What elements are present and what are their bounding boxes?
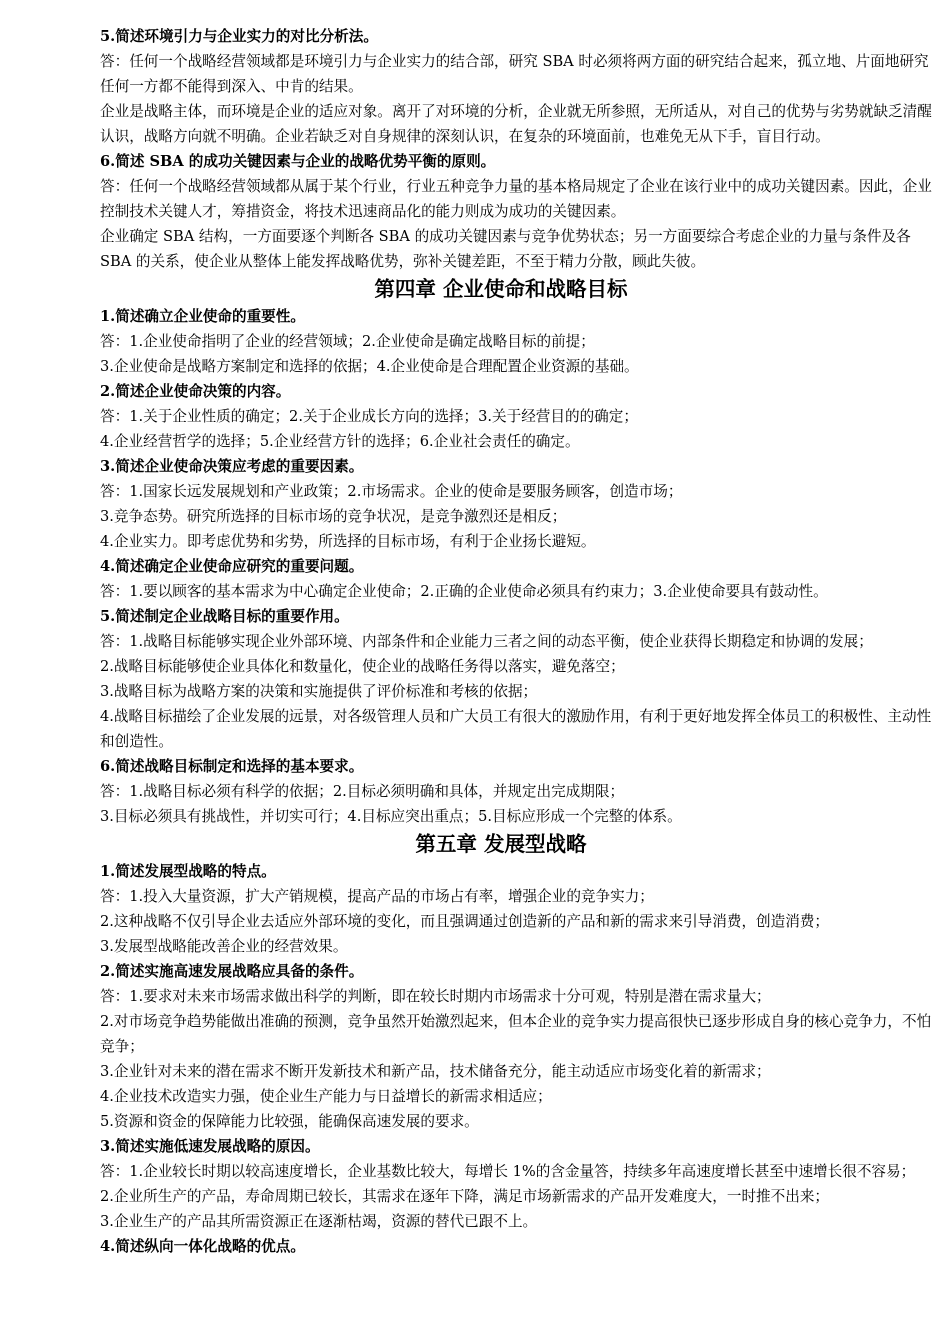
chapter-title: 第四章 企业使命和战略目标 [374,277,628,301]
answer-paragraph: 答：1.投入大量资源，扩大产销规模，提高产品的市场占有率，增强企业的竞争实力； [100,888,654,905]
answer-paragraph: 答：1.企业使命指明了企业的经营领域；2.企业使命是确定战略目标的前提； [100,333,595,350]
answer-paragraph: 4.战略目标描绘了企业发展的远景，对各级管理人员和广大员工有很大的激励作用，有利于更好地发挥全体员工的积极性、主动性和创造性。 [100,708,932,750]
question-heading: 3.简述实施低速发展战略的原因。 [100,1138,320,1155]
answer-paragraph: 3.企业生产的产品其所需资源正在逐渐枯竭，资源的替代已跟不上。 [100,1213,538,1230]
answer-paragraph: 企业是战略主体，而环境是企业的适应对象。离开了对环境的分析，企业就无所参照，无所适从，对自己的优势与劣势就缺乏清醒认识，战略方向就不明确。企业若缺乏对自身规律的深刻认识，在复杂的环境面前，也难免无从下手，盲目行动。 [100,103,932,145]
question-heading: 1.简述发展型战略的特点。 [100,863,276,880]
answer-paragraph: 企业确定 SBA 结构，一方面要逐个判断各 SBA 的成功关键因素与竞争优势状态；另一方面要综合考虑企业的力量与条件及各 SBA 的关系，使企业从整体上能发挥战略优势，弥补关键差距，不至于精力分散，顾此失彼。 [100,228,911,270]
answer-paragraph: 答：1.企业较长时期以较高速度增长，企业基数比较大，每增长 1%的含金量答，持续多年高速度增长甚至中速增长很不容易； [100,1163,916,1180]
question-heading: 5.简述环境引力与企业实力的对比分析法。 [100,28,378,45]
chapter-title: 第五章 发展型战略 [415,832,587,856]
answer-paragraph: 答：1.要以顾客的基本需求为中心确定企业使命；2.正确的企业使命必须具有约束力；3.企业使命要具有鼓动性。 [100,583,828,600]
answer-paragraph: 5.资源和资金的保障能力比较强，能确保高速发展的要求。 [100,1113,479,1130]
answer-paragraph: 答：1.要求对未来市场需求做出科学的判断，即在较长时期内市场需求十分可观，特别是潜在需求量大； [100,988,771,1005]
answer-paragraph: 3.企业针对未来的潜在需求不断开发新技术和新产品，技术储备充分，能主动适应市场变化着的新需求； [100,1063,771,1080]
answer-paragraph: 答：1.战略目标必须有科学的依据；2.目标必须明确和具体，并规定出完成期限； [100,783,625,800]
question-heading: 2.简述企业使命决策的内容。 [100,383,291,400]
answer-paragraph: 3.企业使命是战略方案制定和选择的依据；4.企业使命是合理配置企业资源的基础。 [100,358,639,375]
answer-paragraph: 3.竞争态势。研究所选择的目标市场的竞争状况，是竞争激烈还是相反； [100,508,567,525]
answer-paragraph: 3.发展型战略能改善企业的经营效果。 [100,938,348,955]
answer-paragraph: 答：1.战略目标能够实现企业外部环境、内部条件和企业能力三者之间的动态平衡，使企业获得长期稳定和协调的发展； [100,633,873,650]
question-heading: 4.简述纵向一体化战略的优点。 [100,1238,305,1255]
question-heading: 6.简述战略目标制定和选择的基本要求。 [100,758,364,775]
question-heading: 6.简述 SBA 的成功关键因素与企业的战略优势平衡的原则。 [100,153,496,170]
question-heading: 2.简述实施高速发展战略应具备的条件。 [100,963,364,980]
answer-paragraph: 答：1.关于企业性质的确定；2.关于企业成长方向的选择；3.关于经营目的的确定； [100,408,638,425]
answer-paragraph: 答：任何一个战略经营领域都从属于某个行业，行业五种竞争力量的基本格局规定了企业在该行业中的成功关键因素。因此，企业控制技术关键人才，筹措资金，将技术迅速商品化的能力则成为成功的关键因素。 [100,178,932,220]
answer-paragraph: 2.战略目标能够使企业具体化和数量化，使企业的战略任务得以落实，避免落空； [100,658,625,675]
question-heading: 3.简述企业使命决策应考虑的重要因素。 [100,458,364,475]
answer-paragraph: 2.对市场竞争趋势能做出准确的预测，竞争虽然开始激烈起来，但本企业的竞争实力提高很快已逐步形成自身的核心竞争力，不怕竞争； [100,1013,932,1055]
answer-paragraph: 4.企业实力。即考虑优势和劣势，所选择的目标市场，有利于企业扬长避短。 [100,533,596,550]
answer-paragraph: 答：任何一个战略经营领域都是环境引力与企业实力的结合部，研究 SBA 时必须将两方面的研究结合起来，孤立地、片面地研究任何一方都不能得到深入、中肯的结果。 [100,53,929,95]
answer-paragraph: 4.企业技术改造实力强，使企业生产能力与日益增长的新需求相适应； [100,1088,552,1105]
question-heading: 4.简述确定企业使命应研究的重要问题。 [100,558,364,575]
answer-paragraph: 2.这种战略不仅引导企业去适应外部环境的变化，而且强调通过创造新的产品和新的需求来引导消费，创造消费； [100,913,830,930]
question-heading: 5.简述制定企业战略目标的重要作用。 [100,608,349,625]
answer-paragraph: 4.企业经营哲学的选择；5.企业经营方针的选择；6.企业社会责任的确定。 [100,433,580,450]
answer-paragraph: 3.战略目标为战略方案的决策和实施提供了评价标准和考核的依据； [100,683,538,700]
question-heading: 1.简述确立企业使命的重要性。 [100,308,305,325]
answer-paragraph: 3.目标必须具有挑战性，并切实可行；4.目标应突出重点；5.目标应形成一个完整的体系。 [100,808,682,825]
answer-paragraph: 答：1.国家长远发展规划和产业政策；2.市场需求。企业的使命是要服务顾客，创造市场； [100,483,683,500]
answer-paragraph: 2.企业所生产的产品，寿命周期已较长，其需求在逐年下降，满足市场新需求的产品开发难度大，一时推不出来； [100,1188,830,1205]
